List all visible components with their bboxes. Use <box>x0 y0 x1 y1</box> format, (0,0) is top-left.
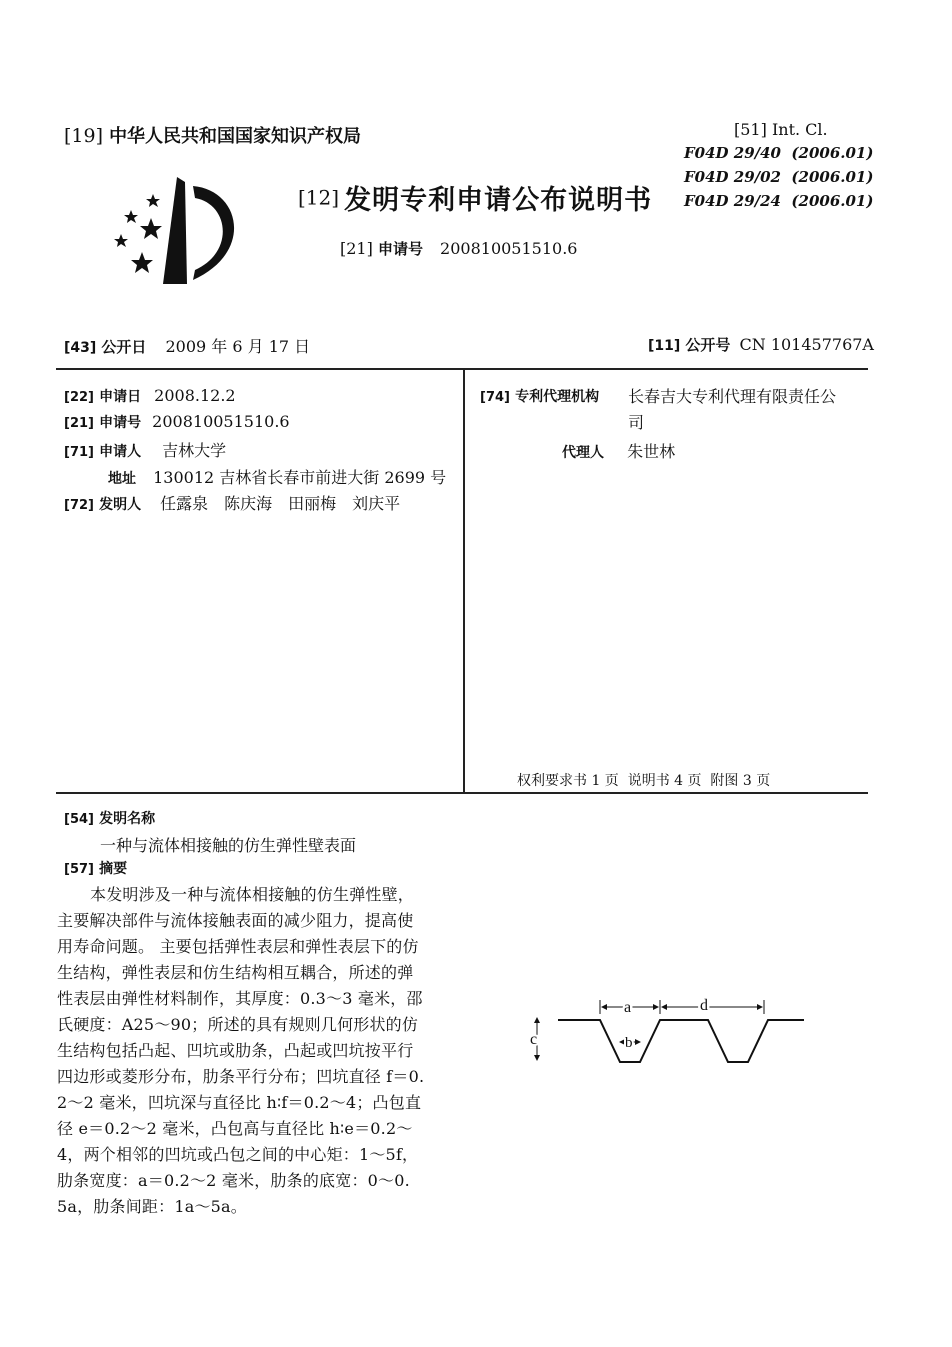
app-no-value: 200810051510.6 <box>440 239 578 258</box>
applicant-row <box>64 438 226 461</box>
inventor-row <box>64 491 400 514</box>
doc-type: 发明专利申请公布说明书 <box>344 185 653 216</box>
cnipa-logo <box>105 172 255 290</box>
title-heading <box>64 808 155 828</box>
pub-no-label: 公开号 <box>685 336 731 354</box>
title-label: 发明名称 <box>99 811 156 827</box>
abstract-line: 生结构包括凸起、凹坑或肋条，凸起或凹坑按平行 <box>57 1041 414 1060</box>
app-no-label: 申请号 <box>377 240 423 258</box>
abstract-line: 5a，肋条间距：1a～5a。 <box>57 1197 247 1216</box>
ipc-code: [51] <box>734 120 767 139</box>
rib-profile-figure <box>520 990 820 1080</box>
appno-code: [21] <box>64 416 94 431</box>
abstract-line: 用寿命问题。 主要包括弹性表层和弹性表层下的仿 <box>57 937 419 956</box>
agent-row <box>562 439 675 462</box>
abstract-line: 四边形或菱形分布，肋条平行分布；凹坑直径 f＝0. <box>57 1067 425 1086</box>
inventor-value: 任露泉 陈庆海 田丽梅 刘庆平 <box>160 494 401 513</box>
publication-number <box>648 334 874 355</box>
appno-label: 申请号 <box>99 415 142 431</box>
address-label: 地址 <box>108 471 136 487</box>
appno-value: 200810051510.6 <box>152 412 290 431</box>
address-row <box>108 465 446 488</box>
pub-no-code: [11] <box>648 338 681 354</box>
ipc-heading <box>684 120 874 139</box>
abstract-line: 性表层由弹性材料制作，其厚度：0.3～3 毫米，邵 <box>57 989 423 1008</box>
agent-value: 朱世林 <box>627 442 676 461</box>
logo-star-1 <box>146 194 160 207</box>
filing-label: 申请日 <box>99 389 142 405</box>
filing-date-row <box>64 386 236 406</box>
pub-date-label: 公开日 <box>101 338 147 356</box>
applicant-code: [71] <box>64 445 94 460</box>
ipc-class: F04D 29/02 (2006.01) <box>684 168 874 186</box>
abstract-label: 摘要 <box>99 861 128 877</box>
application-number-line <box>340 238 577 259</box>
abstract-heading <box>64 858 127 878</box>
logo-star-5 <box>131 252 153 273</box>
pub-date-code: [43] <box>64 340 97 356</box>
doc-type-line <box>298 178 652 217</box>
applicant-label: 申请人 <box>99 444 142 460</box>
inventor-label: 发明人 <box>99 497 142 513</box>
doc-code: [12] <box>298 185 340 210</box>
rule-top <box>56 368 868 370</box>
dim-label-b: b <box>625 1035 633 1051</box>
ipc-class: F04D 29/40 (2006.01) <box>684 144 874 162</box>
abstract-line: 肋条宽度：a＝0.2～2 毫米，肋条的底宽：0～0. <box>57 1171 410 1190</box>
inventor-code: [72] <box>64 498 94 513</box>
abstract-line: 2～2 毫米，凹坑深与直径比 h∶f＝0.2～4；凸包直 <box>57 1093 422 1112</box>
filing-value: 2008.12.2 <box>154 386 236 405</box>
logo-sail-right <box>193 186 234 280</box>
agency-label: 专利代理机构 <box>515 389 600 405</box>
pub-date-value: 2009 年 6 月 17 日 <box>165 337 311 356</box>
abstract-line: 4，两个相邻的凹坑或凸包之间的中心矩：1～5f， <box>57 1145 419 1164</box>
abstract-line: 本发明涉及一种与流体相接触的仿生弹性壁， <box>90 885 415 904</box>
logo-star-2 <box>124 210 138 223</box>
ipc-class: F04D 29/24 (2006.01) <box>684 192 874 210</box>
agency-code: [74] <box>480 390 510 405</box>
applicant-value: 吉林大学 <box>162 441 227 460</box>
abstract-code: [57] <box>64 862 94 877</box>
abstract-line: 生结构，弹性表层和仿生结构相互耦合，所述的弹 <box>57 963 414 982</box>
office-name: 中华人民共和国国家知识产权局 <box>109 126 362 147</box>
app-no-code: [21] <box>340 239 373 258</box>
ipc-label: Int. Cl. <box>771 120 828 139</box>
abstract-line: 氏硬度：A25～90；所述的具有规则几何形状的仿 <box>57 1015 419 1034</box>
logo-sail-left <box>163 177 187 284</box>
ipc-block <box>684 120 874 210</box>
rule-bottom <box>56 792 868 794</box>
address-value: 130012 吉林省长春市前进大街 2699 号 <box>153 468 447 487</box>
abstract-line: 主要解决部件与流体接触表面的减少阻力，提高使 <box>57 911 414 930</box>
rule-divider <box>463 369 465 793</box>
agency-value-line: 司 <box>628 413 645 432</box>
logo-star-4 <box>114 234 128 247</box>
agent-label: 代理人 <box>562 445 604 461</box>
dim-label-c: c <box>530 1031 538 1048</box>
filing-code: [22] <box>64 390 94 405</box>
invention-title: 一种与流体相接触的仿生弹性壁表面 <box>100 836 357 855</box>
dim-label-d: d <box>700 997 708 1014</box>
office-code: [19] <box>64 125 104 147</box>
pub-no-value: CN 101457767A <box>739 335 874 354</box>
abstract-line: 径 e＝0.2～2 毫米，凸包高与直径比 h∶e＝0.2～ <box>57 1119 413 1138</box>
rib-profile-line <box>558 1020 804 1062</box>
agency-value-line: 长春吉大专利代理有限责任公 <box>628 387 837 406</box>
dim-label-a: a <box>624 999 632 1016</box>
title-code: [54] <box>64 812 94 827</box>
page-counts: 权利要求书 1 页 说明书 4 页 附图 3 页 <box>517 773 771 789</box>
publication-date <box>64 334 310 357</box>
office-line <box>64 122 361 148</box>
agency-row <box>480 386 599 406</box>
logo-star-3 <box>140 218 162 239</box>
application-number-row <box>64 412 290 432</box>
agency-value <box>628 384 836 436</box>
